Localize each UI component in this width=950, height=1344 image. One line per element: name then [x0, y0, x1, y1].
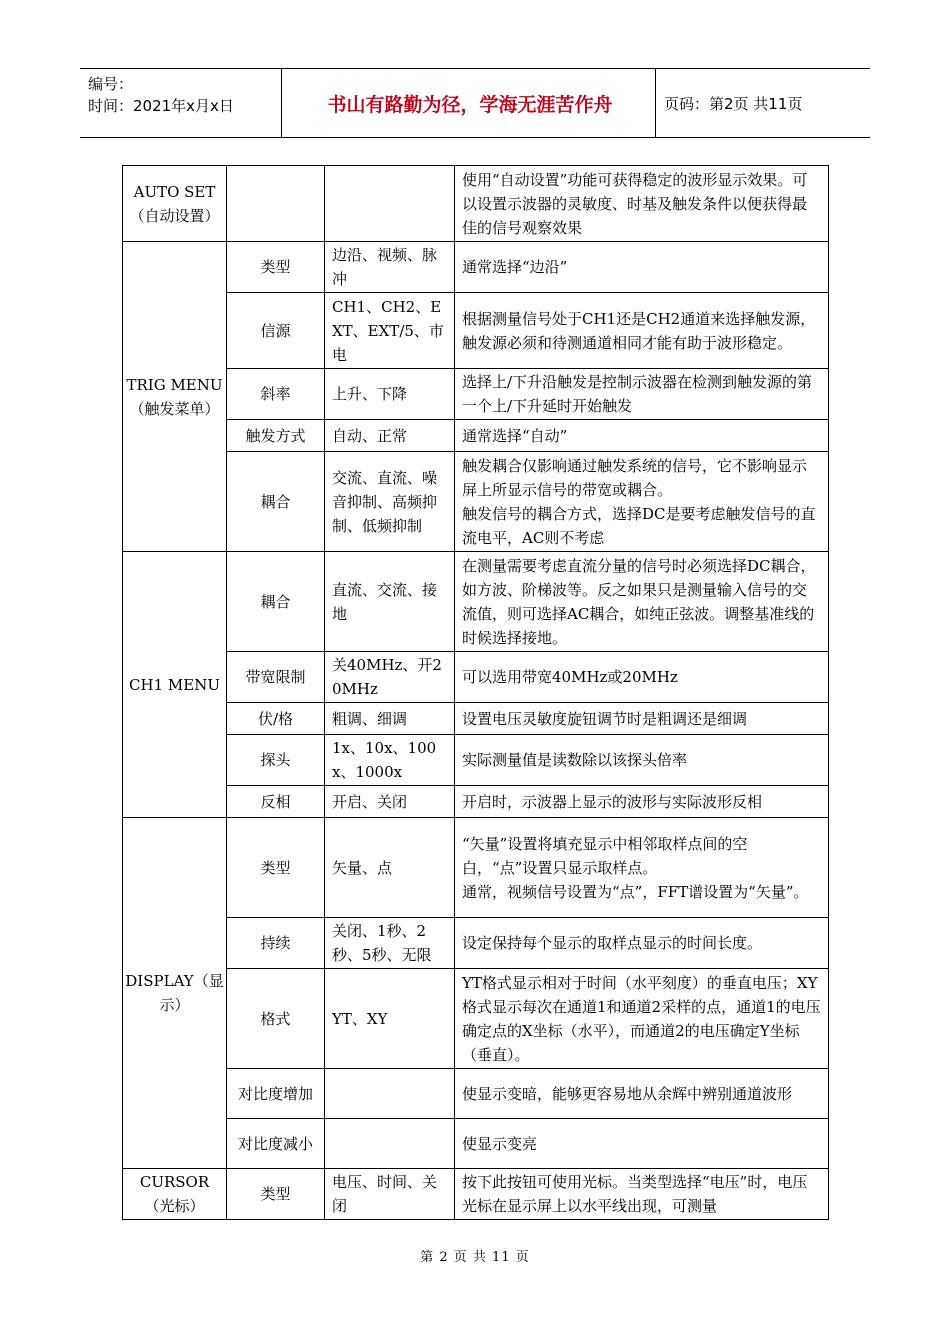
- table-row: [123, 786, 829, 818]
- options-cell: 矢量、点: [325, 818, 455, 918]
- menu-group-cell: AUTO SET（自动设置）: [123, 166, 227, 242]
- table-row: [123, 1119, 829, 1169]
- description-cell: YT格式显示相对于时间（水平刻度）的垂直电压；XY格式显示每次在通道1和通道2采样的点，通道1的电压确定点的X坐标（水平），而通道2的电压确定Y坐标（垂直）。: [455, 969, 829, 1069]
- header-left: [88, 73, 234, 117]
- description-cell: 按下此按钮可使用光标。当类型选择“电压”时，电压光标在显示屏上以水平线出现，可测量: [455, 1169, 829, 1220]
- options-cell: 关闭、1秒、2秒、5秒、无限: [325, 918, 455, 969]
- table-row: [123, 818, 829, 918]
- options-cell: 开启、关闭: [325, 786, 455, 818]
- options-cell: 上升、下降: [325, 369, 455, 420]
- description-line: “矢量”设置将填充显示中相邻取样点间的空白，“点”设置只显示取样点。: [462, 834, 748, 877]
- options-cell: [325, 1119, 455, 1169]
- options-cell: 自动、正常: [325, 420, 455, 452]
- table-row: [123, 1169, 829, 1220]
- table-row: [123, 242, 829, 293]
- description-cell: [455, 452, 829, 552]
- options-cell: 电压、时间、关闭: [325, 1169, 455, 1220]
- table-row: [123, 735, 829, 786]
- menu-item-cell: [227, 166, 325, 242]
- menu-item-cell: 类型: [227, 1169, 325, 1220]
- description-line: 通常，视频信号设置为“点”，FFT谱设置为“矢量”。: [462, 882, 809, 901]
- table-row: [123, 369, 829, 420]
- document-number-label: 编号：: [88, 75, 134, 93]
- menu-item-cell: 持续: [227, 918, 325, 969]
- table-row: [123, 293, 829, 369]
- options-cell: 1x、10x、100x、1000x: [325, 735, 455, 786]
- table-row: [123, 969, 829, 1069]
- menu-item-cell: 对比度减小: [227, 1119, 325, 1169]
- description-cell: 可以选用带宽40MHz或20MHz: [455, 652, 829, 703]
- description-cell: 设定保持每个显示的取样点显示的时间长度。: [455, 918, 829, 969]
- menu-item-cell: 格式: [227, 969, 325, 1069]
- menu-group-cell: TRIG MENU（触发菜单）: [123, 242, 227, 552]
- menu-item-cell: 反相: [227, 786, 325, 818]
- header-divider: [655, 69, 656, 137]
- description-cell: 通常选择“边沿”: [455, 242, 829, 293]
- header-divider: [281, 69, 282, 137]
- table-row: [123, 552, 829, 652]
- menu-group-cell: CURSOR（光标）: [123, 1169, 227, 1220]
- options-cell: 直流、交流、接地: [325, 552, 455, 652]
- options-cell: 边沿、视频、脉冲: [325, 242, 455, 293]
- oscilloscope-menu-table: [122, 165, 829, 1220]
- menu-item-cell: 信源: [227, 293, 325, 369]
- header-page-number: 页码：第2页 共11页: [664, 94, 803, 113]
- options-cell: YT、XY: [325, 969, 455, 1069]
- menu-item-cell: 斜率: [227, 369, 325, 420]
- description-cell: 开启时，示波器上显示的波形与实际波形反相: [455, 786, 829, 818]
- options-cell: 交流、直流、噪音抑制、高频抑制、低频抑制: [325, 452, 455, 552]
- options-cell: 粗调、细调: [325, 703, 455, 735]
- document-date: 时间：2021年x月x日: [88, 97, 234, 115]
- options-cell: [325, 166, 455, 242]
- menu-item-cell: 带宽限制: [227, 652, 325, 703]
- description-cell: 实际测量值是读数除以该探头倍率: [455, 735, 829, 786]
- description-line: 触发耦合仅影响通过触发系统的信号，它不影响显示屏上所显示信号的带宽或耦合。: [462, 456, 808, 499]
- menu-item-cell: 伏/格: [227, 703, 325, 735]
- description-cell: 使显示变暗，能够更容易地从余辉中辨别通道波形: [455, 1069, 829, 1119]
- description-cell: 通常选择“自动”: [455, 420, 829, 452]
- header-motto: 书山有路勤为径，学海无涯苦作舟: [327, 93, 613, 116]
- menu-item-cell: 对比度增加: [227, 1069, 325, 1119]
- menu-item-cell: 触发方式: [227, 420, 325, 452]
- table-row: [123, 420, 829, 452]
- menu-group-cell: CH1 MENU: [123, 552, 227, 818]
- table-row: [123, 166, 829, 242]
- description-cell: 根据测量信号处于CH1还是CH2通道来选择触发源，触发源必须和待测通道相同才能有助于波形稳定。: [455, 293, 829, 369]
- table-row: [123, 1069, 829, 1119]
- menu-group-cell: DISPLAY（显示）: [123, 818, 227, 1169]
- description-cell: 选择上/下升沿触发是控制示波器在检测到触发源的第一个上/下升延时开始触发: [455, 369, 829, 420]
- page-footer: 第 2 页 共 11 页: [420, 1250, 530, 1265]
- options-cell: 关40MHz、开20MHz: [325, 652, 455, 703]
- options-cell: CH1、CH2、EXT、EXT/5、市电: [325, 293, 455, 369]
- page-header: [80, 68, 870, 138]
- menu-item-cell: 耦合: [227, 552, 325, 652]
- menu-item-cell: 类型: [227, 818, 325, 918]
- menu-item-cell: 类型: [227, 242, 325, 293]
- table-row: [123, 918, 829, 969]
- table-row: [123, 703, 829, 735]
- description-cell: 在测量需要考虑直流分量的信号时必须选择DC耦合，如方波、阶梯波等。反之如果只是测量输入信号的交流值，则可选择AC耦合，如纯正弦波。调整基准线的时候选择接地。: [455, 552, 829, 652]
- description-cell: 使显示变亮: [455, 1119, 829, 1169]
- menu-item-cell: 耦合: [227, 452, 325, 552]
- options-cell: [325, 1069, 455, 1119]
- description-cell: 设置电压灵敏度旋钮调节时是粗调还是细调: [455, 703, 829, 735]
- menu-item-cell: 探头: [227, 735, 325, 786]
- table-row: [123, 652, 829, 703]
- description-line: 触发信号的耦合方式，选择DC是要考虑触发信号的直流电平，AC则不考虑: [462, 504, 816, 547]
- description-cell: 使用“自动设置”功能可获得稳定的波形显示效果。可以设置示波器的灵敏度、时基及触发条件以便获得最佳的信号观察效果: [455, 166, 829, 242]
- table-row: [123, 452, 829, 552]
- description-cell: [455, 818, 829, 918]
